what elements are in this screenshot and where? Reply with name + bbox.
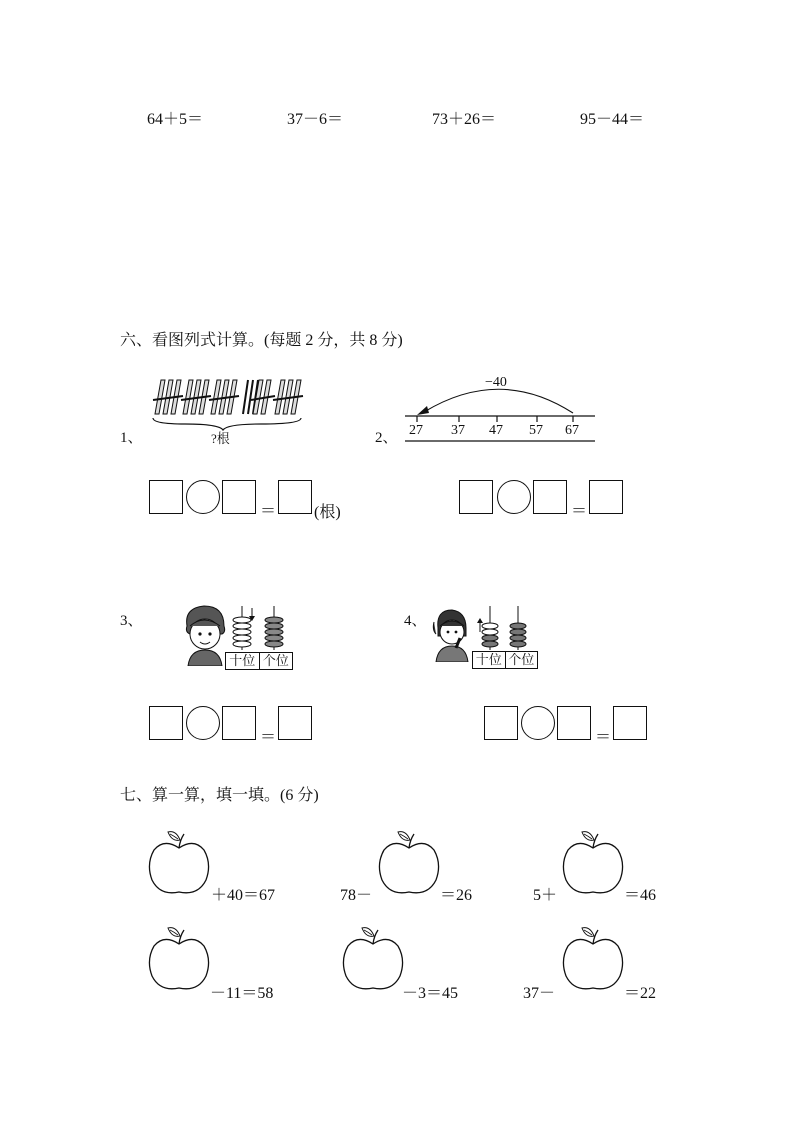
- equation-1: 64＋5＝: [147, 111, 204, 128]
- q2-operator-circle[interactable]: [497, 480, 531, 514]
- tick-57: 57: [529, 423, 543, 438]
- q3-equals: ＝: [260, 729, 277, 746]
- equation-3: 73＋26＝: [432, 111, 497, 128]
- apple-5-suffix: －3＝45: [402, 985, 459, 1002]
- q1-answer-box-1[interactable]: [149, 480, 183, 514]
- q3-number: 3、: [120, 613, 143, 629]
- apple-icon-5[interactable]: [340, 924, 406, 994]
- section-6-title: 六、看图列式计算。(每题 2 分，共 8 分): [120, 332, 403, 349]
- q4-answer-box-3[interactable]: [613, 706, 647, 740]
- tick-47: 47: [489, 423, 503, 438]
- q1-operator-circle[interactable]: [186, 480, 220, 514]
- stick-bundle-5: [273, 380, 303, 414]
- apple-icon-3[interactable]: [560, 828, 626, 898]
- arc-label: −40: [485, 375, 507, 390]
- tick-67: 67: [565, 423, 579, 438]
- q4-answer-box-2[interactable]: [557, 706, 591, 740]
- q1-equals: ＝: [260, 503, 277, 520]
- q2-answer-box-3[interactable]: [589, 480, 623, 514]
- tick-27: 27: [409, 423, 423, 438]
- stick-bundle-1: [153, 380, 183, 414]
- q4-number: 4、: [404, 613, 427, 629]
- apple-1-suffix: ＋40＝67: [211, 887, 276, 904]
- q1-number: 1、: [120, 430, 143, 446]
- apple-icon-2[interactable]: [376, 828, 442, 898]
- abacus-4: [470, 604, 542, 652]
- apple-3-prefix: 5＋: [533, 887, 558, 904]
- q3-tens-label: 十位: [226, 653, 260, 669]
- abacus-3: [222, 604, 294, 652]
- equation-4: 95－44＝: [580, 111, 645, 128]
- q3-answer-box-3[interactable]: [278, 706, 312, 740]
- stick-bundle-3: [209, 380, 239, 414]
- apple-icon-1[interactable]: [146, 828, 212, 898]
- q3-ones-label: 个位: [262, 653, 289, 668]
- q4-ones-label: 个位: [508, 652, 535, 667]
- stick-bundle-2: [181, 380, 211, 414]
- q1-brace-label: ?根: [211, 431, 230, 446]
- apple-2-prefix: 78－: [340, 887, 373, 904]
- girl-figure: [430, 608, 472, 662]
- section-7-title: 七、算一算，填一填。(6 分): [120, 787, 319, 804]
- q1-answer-box-2[interactable]: [222, 480, 256, 514]
- apple-3-suffix: ＝46: [624, 887, 657, 904]
- abacus-3-labels: [225, 652, 293, 670]
- q2-answer-box-1[interactable]: [459, 480, 493, 514]
- q4-operator-circle[interactable]: [521, 706, 555, 740]
- q2-equals: ＝: [571, 503, 588, 520]
- q2-answer-box-2[interactable]: [533, 480, 567, 514]
- tick-37: 37: [451, 423, 465, 438]
- apple-icon-6[interactable]: [560, 924, 626, 994]
- q3-answer-box-1[interactable]: [149, 706, 183, 740]
- equation-2: 37－6＝: [287, 111, 344, 128]
- q4-equals: ＝: [595, 729, 612, 746]
- apple-icon-4[interactable]: [146, 924, 212, 994]
- q1-answer-box-3[interactable]: [278, 480, 312, 514]
- q4-answer-box-1[interactable]: [484, 706, 518, 740]
- q4-tens-label: 十位: [473, 652, 506, 668]
- apple-4-suffix: －11＝58: [210, 985, 274, 1002]
- q3-operator-circle[interactable]: [186, 706, 220, 740]
- apple-6-prefix: 37－: [523, 985, 556, 1002]
- q2-number: 2、: [375, 430, 398, 446]
- q1-unit: (根): [314, 504, 341, 521]
- abacus-4-labels: [472, 651, 538, 669]
- apple-2-suffix: ＝26: [440, 887, 473, 904]
- q3-answer-box-2[interactable]: [222, 706, 256, 740]
- apple-6-suffix: ＝22: [624, 985, 657, 1002]
